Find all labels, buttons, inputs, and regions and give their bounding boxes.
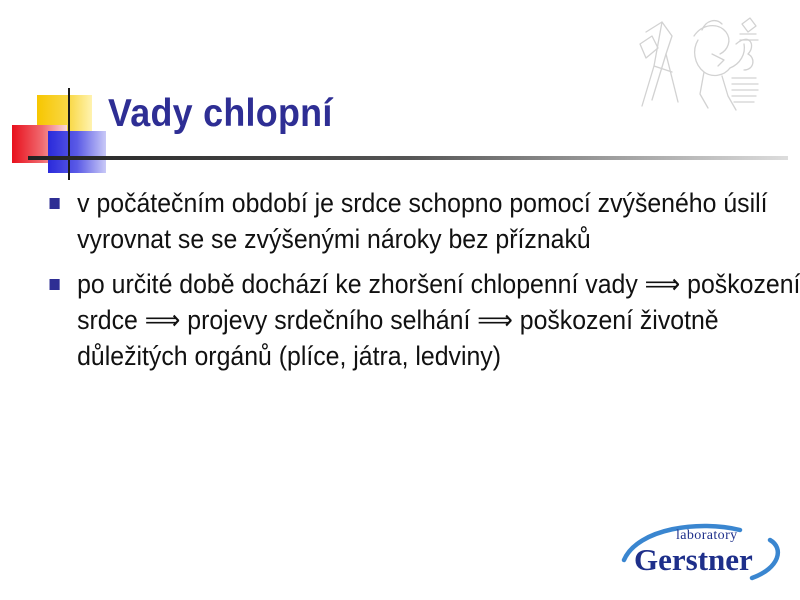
logo-small-text: laboratory — [676, 528, 738, 543]
bullet-list — [44, 186, 800, 384]
title-underline — [28, 156, 788, 160]
slide-title: Vady chlopní — [108, 92, 333, 135]
bullet-square-icon — [50, 198, 60, 209]
bullet-text: po určité době dochází ke zhoršení chlopenní vady ⟹ poškození srdce ⟹ projevy srdečního selhání ⟹ poškození životně důležitých orgánů (plíce, játra, ledviny) — [77, 268, 800, 371]
decor-vertical-line — [68, 88, 70, 180]
bullet-square-icon — [50, 279, 60, 290]
gerstner-logo — [620, 516, 790, 586]
list-item — [44, 186, 800, 258]
list-item — [44, 267, 800, 375]
decor-blue-square — [48, 131, 106, 173]
lion-emblem-icon — [632, 14, 762, 116]
logo-big-text: Gerstner — [634, 542, 753, 577]
bullet-text: v počátečním období je srdce schopno pomocí zvýšeného úsilí vyrovnat se se zvýšenými nároky bez příznaků — [77, 188, 768, 254]
